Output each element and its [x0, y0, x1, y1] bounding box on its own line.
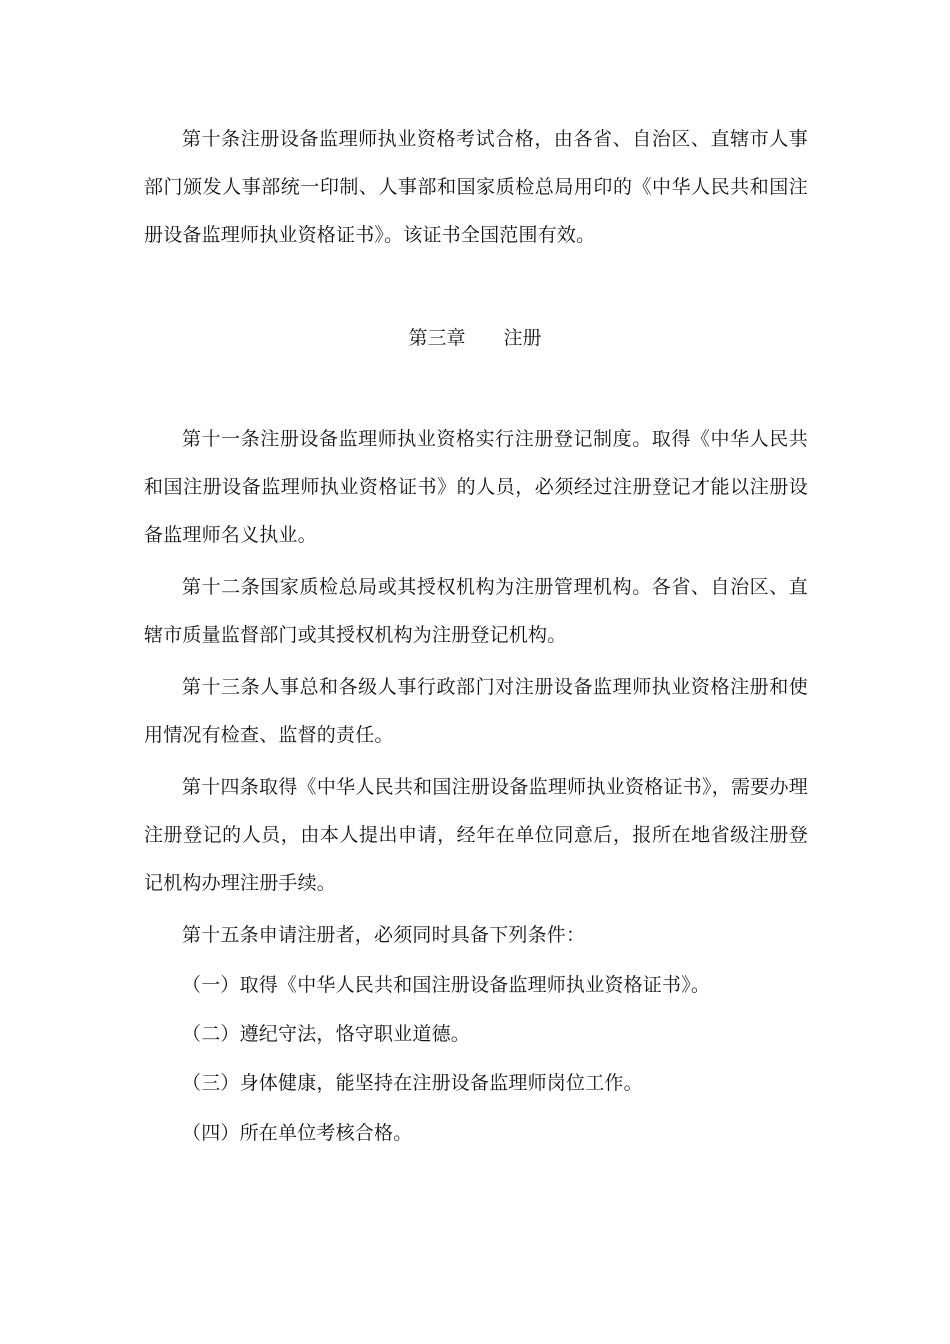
article-10-paragraph: 第十条注册设备监理师执业资格考试合格，由各省、自治区、直辖市人事部门颁发人事部统一印制、人事部和国家质检总局用印的《中华人民共和国注册设备监理师执业资格证书》。该证书全国范围有效。 — [144, 128, 808, 246]
condition-item-3: （三）身体健康，能坚持在注册设备监理师岗位工作。 — [182, 1072, 643, 1094]
condition-item-2: （二）遵纪守法，恪守职业道德。 — [182, 1023, 471, 1045]
article-15-paragraph: 第十五条申请注册者，必须同时具备下列条件： — [182, 924, 586, 946]
chapter-number: 第三章 — [408, 327, 466, 349]
article-12-paragraph: 第十二条国家质检总局或其授权机构为注册管理机构。各省、自治区、直辖市质量监督部门或其授权机构为注册登记机构。 — [144, 576, 808, 646]
condition-item-1: （一）取得《中华人民共和国注册设备监理师执业资格证书》。 — [182, 974, 711, 996]
article-11-paragraph: 第十一条注册设备监理师执业资格实行注册登记制度。取得《中华人民共和国注册设备监理师执业资格证书》的人员，必须经过注册登记才能以注册设备监理师名义执业。 — [144, 428, 808, 546]
article-13-paragraph: 第十三条人事总和各级人事行政部门对注册设备监理师执业资格注册和使用情况有检查、监督的责任。 — [144, 676, 808, 746]
chapter-title: 注册 — [503, 327, 542, 349]
chapter-heading — [0, 314, 950, 362]
article-14-paragraph: 第十四条取得《中华人民共和国注册设备监理师执业资格证书》，需要办理注册登记的人员，由本人提出申请，经年在单位同意后，报所在地省级注册登记机构办理注册手续。 — [144, 776, 808, 894]
condition-item-4: （四）所在单位考核合格。 — [182, 1122, 413, 1144]
